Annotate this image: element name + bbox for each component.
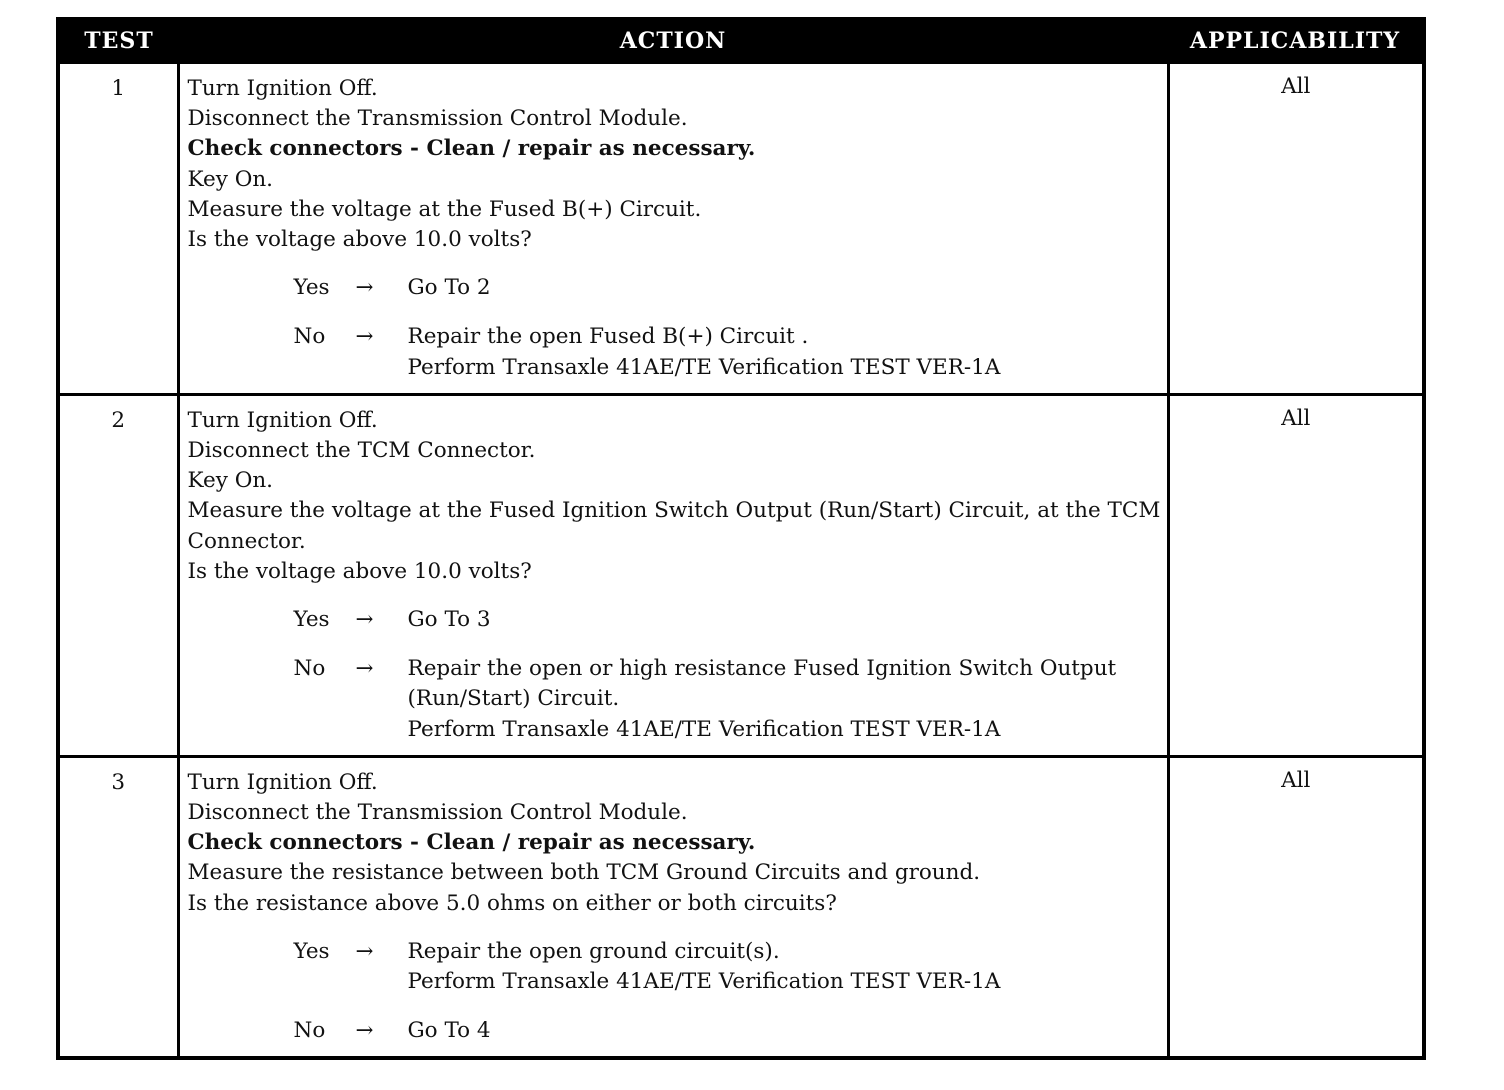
- diagnostic-test-table: [56, 17, 1426, 1060]
- action-step: Disconnect the Transmission Control Module.: [187, 800, 688, 826]
- applicability-cell: All: [1168, 756, 1424, 1058]
- action-step: Measure the voltage at the Fused Ignition Switch Output (Run/Start) Circuit, at the TCM Connector.: [187, 498, 1161, 554]
- answer-label: No: [293, 656, 326, 682]
- outcome-no: [294, 322, 1161, 382]
- result-line: Perform Transaxle 41AE/TE Verification TEST VER-1A: [407, 716, 1001, 742]
- action-cell: [178, 63, 1168, 395]
- action-step: Key On.: [187, 166, 273, 192]
- test-number: 3: [58, 756, 178, 1058]
- right-arrow-icon: →: [355, 275, 374, 301]
- action-question: Is the voltage above 10.0 volts?: [187, 227, 532, 253]
- answer-label: No: [293, 324, 326, 350]
- outcome-yes: [294, 937, 1161, 997]
- action-step: Turn Ignition Off.: [187, 76, 378, 101]
- applicability-cell: All: [1168, 63, 1424, 395]
- result-line: Perform Transaxle 41AE/TE Verification TEST VER-1A: [407, 969, 1001, 995]
- result-line: Repair the open or high resistance Fused Ignition Switch Output (Run/Start) Circuit.: [407, 656, 1117, 712]
- action-step: Disconnect the Transmission Control Module.: [187, 106, 688, 132]
- action-cell: [178, 756, 1168, 1058]
- outcomes: [188, 273, 1161, 383]
- right-arrow-icon: →: [355, 324, 374, 350]
- column-header-applicability: APPLICABILITY: [1168, 19, 1424, 63]
- outcome-result: [408, 1016, 1161, 1046]
- diagnostic-procedure-page: [56, 17, 1422, 1060]
- action-step: Turn Ignition Off.: [187, 769, 378, 795]
- answer-label: Yes: [293, 275, 330, 301]
- answer-label: Yes: [293, 938, 330, 964]
- right-arrow-icon: →: [355, 656, 374, 682]
- outcome-result: [408, 322, 1161, 382]
- action-step: Disconnect the TCM Connector.: [187, 438, 536, 464]
- action-question: Is the voltage above 10.0 volts?: [187, 558, 532, 584]
- outcome-yes: [294, 605, 1161, 635]
- outcome-result: [408, 605, 1161, 635]
- result-line: Repair the open ground circuit(s).: [407, 938, 780, 964]
- action-step: Measure the resistance between both TCM Ground Circuits and ground.: [187, 860, 981, 886]
- action-step-emphasis: Check connectors - Clean / repair as necessary.: [187, 830, 756, 856]
- outcome-yes: [294, 273, 1161, 303]
- outcome-result: [408, 654, 1161, 745]
- action-cell: [178, 394, 1168, 756]
- right-arrow-icon: →: [355, 607, 374, 633]
- outcomes: [188, 605, 1161, 745]
- column-header-test: TEST: [58, 19, 178, 63]
- test-number: 1: [58, 63, 178, 395]
- column-header-action: ACTION: [178, 19, 1168, 63]
- table-row: [58, 394, 1424, 756]
- right-arrow-icon: →: [355, 1018, 374, 1044]
- result-line: Go To 2: [407, 275, 491, 301]
- action-step-emphasis: Check connectors - Clean / repair as necessary.: [187, 136, 756, 162]
- answer-label: No: [293, 1018, 326, 1044]
- action-step: Measure the voltage at the Fused B(+) Circuit.: [187, 196, 702, 222]
- outcome-result: [408, 937, 1161, 997]
- result-line: Repair the open Fused B(+) Circuit .: [407, 324, 809, 350]
- test-number: 2: [58, 394, 178, 756]
- action-step: Key On.: [187, 468, 273, 494]
- table-header: [58, 19, 1424, 63]
- outcomes: [188, 937, 1161, 1047]
- outcome-no: [294, 1016, 1161, 1046]
- right-arrow-icon: →: [355, 938, 374, 964]
- table-row: [58, 756, 1424, 1058]
- action-step: Turn Ignition Off.: [187, 407, 378, 433]
- result-line: Perform Transaxle 41AE/TE Verification TEST VER-1A: [407, 354, 1001, 380]
- outcome-result: [408, 273, 1161, 303]
- table-row: [58, 63, 1424, 395]
- result-line: Go To 4: [407, 1018, 491, 1044]
- result-line: Go To 3: [407, 607, 491, 633]
- action-question: Is the resistance above 5.0 ohms on either or both circuits?: [187, 890, 837, 916]
- answer-label: Yes: [293, 607, 330, 633]
- applicability-cell: All: [1168, 394, 1424, 756]
- outcome-no: [294, 654, 1161, 745]
